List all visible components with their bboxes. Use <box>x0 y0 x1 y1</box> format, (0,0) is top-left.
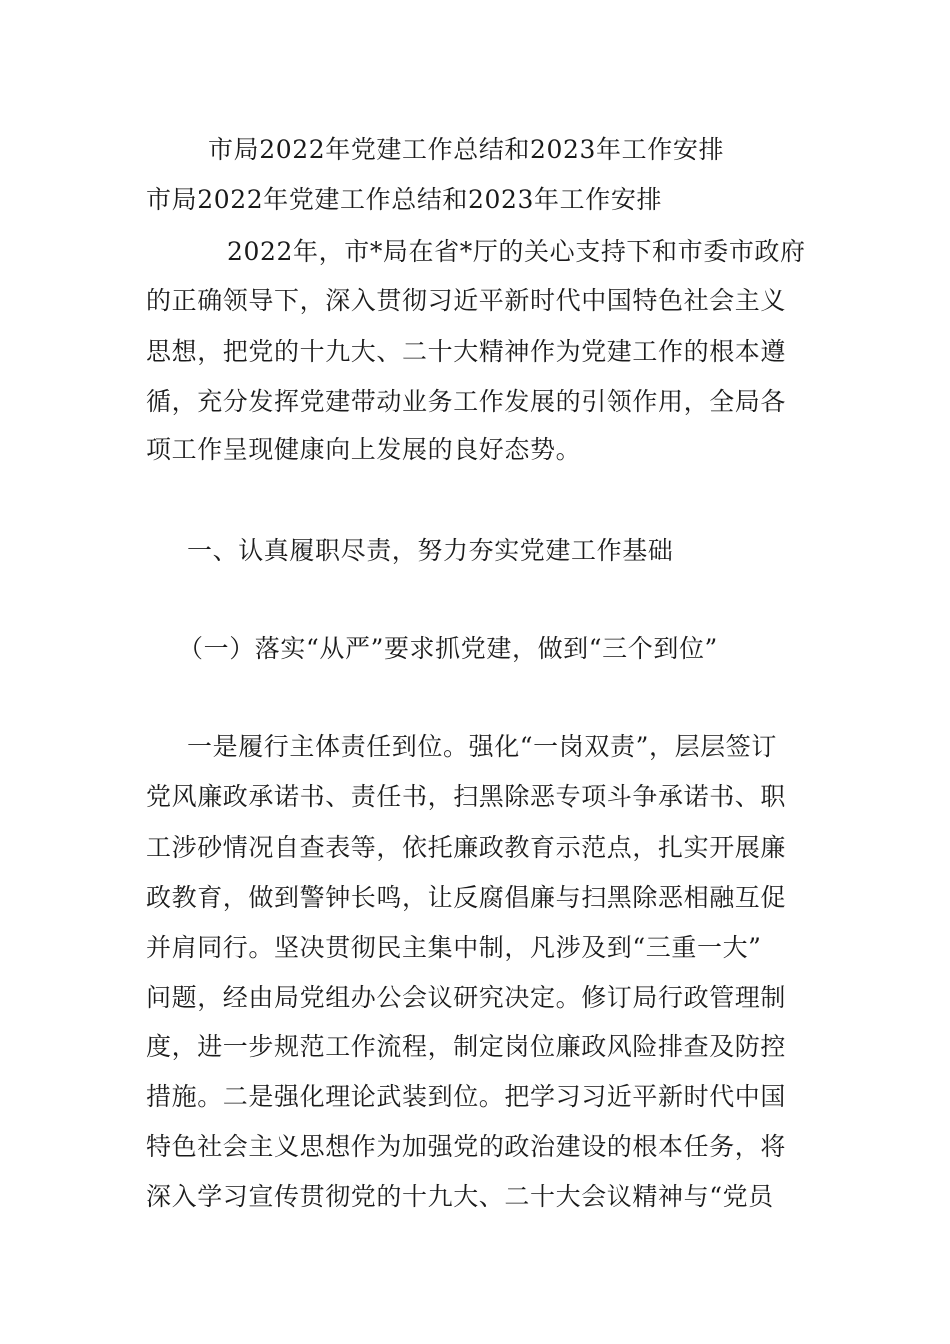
body-paragraph-line: 深入学习宣传贯彻党的十九大、二十大会议精神与“党员 <box>146 1182 774 1211</box>
intro-paragraph-line: 的正确领导下，深入贯彻习近平新时代中国特色社会主义 <box>146 286 787 315</box>
intro-paragraph-line: 2022年，市*局在省*厅的关心支持下和市委市政府 <box>227 237 806 266</box>
body-paragraph-line: 党风廉政承诺书、责任书，扫黑除恶专项斗争承诺书、职 <box>146 782 787 811</box>
body-paragraph-line: 度，进一步规范工作流程，制定岗位廉政风险排查及防控 <box>146 1032 787 1061</box>
intro-paragraph-line: 思想，把党的十九大、二十大精神作为党建工作的根本遵 <box>146 337 787 366</box>
intro-paragraph-line: 项工作呈现健康向上发展的良好态势。 <box>146 435 582 464</box>
body-paragraph-line: 问题，经由局党组办公会议研究决定。修订局行政管理制 <box>146 983 787 1012</box>
body-paragraph-line: 政教育，做到警钟长鸣，让反腐倡廉与扫黑除恶相融互促 <box>146 883 787 912</box>
body-paragraph-line: 一是履行主体责任到位。强化“一岗双责”，层层签订 <box>187 732 777 761</box>
section-heading: 一、认真履职尽责，努力夯实党建工作基础 <box>187 536 674 565</box>
body-paragraph-line: 并肩同行。坚决贯彻民主集中制，凡涉及到“三重一大” <box>146 933 762 962</box>
body-paragraph-line: 特色社会主义思想作为加强党的政治建设的根本任务，将 <box>146 1132 787 1161</box>
document-title-repeat: 市局2022年党建工作总结和2023年工作安排 <box>146 185 663 214</box>
body-paragraph-line: 措施。二是强化理论武装到位。把学习习近平新时代中国 <box>146 1082 787 1111</box>
intro-paragraph-line: 循，充分发挥党建带动业务工作发展的引领作用，全局各 <box>146 387 787 416</box>
subsection-heading: （一）落实“从严”要求抓党建，做到“三个到位” <box>178 634 718 663</box>
body-paragraph-line: 工涉砂情况自查表等，依托廉政教育示范点，扎实开展廉 <box>146 833 787 862</box>
document-title: 市局2022年党建工作总结和2023年工作安排 <box>208 135 725 164</box>
